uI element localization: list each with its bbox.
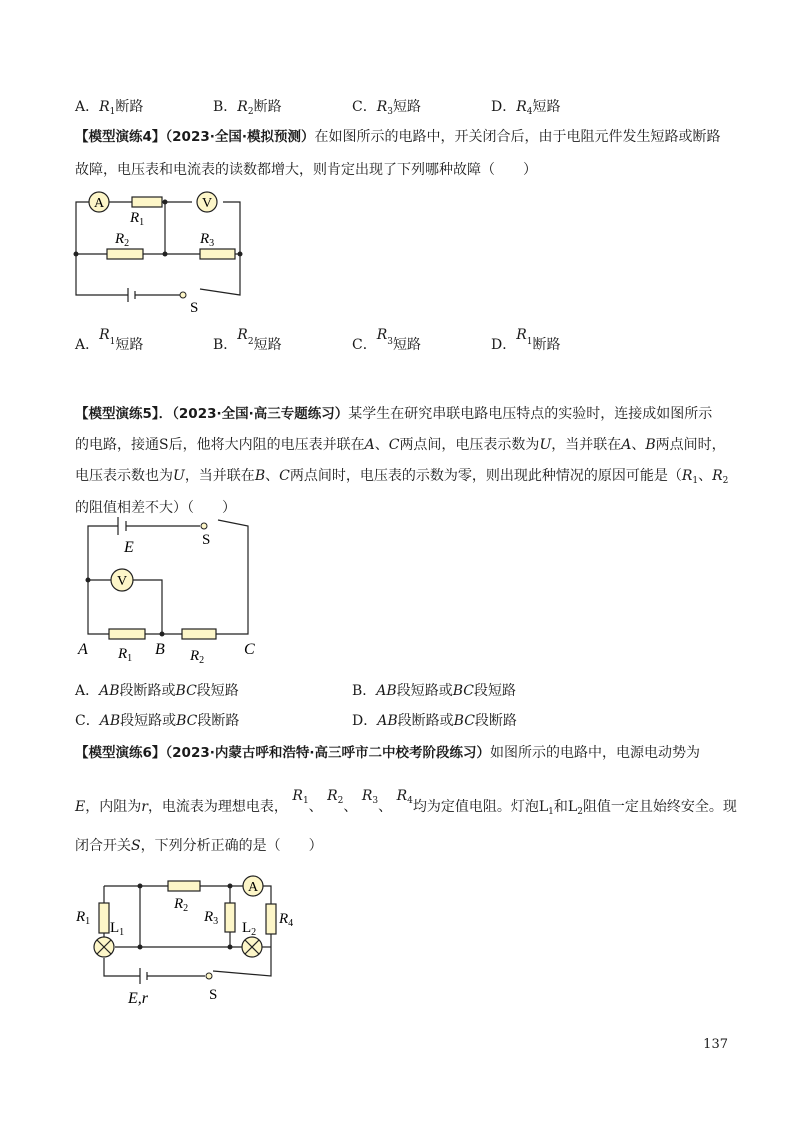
q4-resistor-r1 <box>132 197 162 207</box>
q5-text-line-1: 【模型演练5】．（2023·全国·高三专题练习）某学生在研究串联电路电压特点的实验时，连接成如图所示 <box>75 406 713 422</box>
q5-option-d[interactable]: D．AB段断路或BC段断路 <box>352 713 517 729</box>
q3-option-c[interactable]: C．$R_3$短路 <box>352 99 421 117</box>
q6-text-line-1: 【模型演练6】（2023·内蒙古呼和浩特·高三呼市二中校考阶段练习）如图所示的电路中，电源电动势为 <box>75 745 700 761</box>
q5-text-line-2: 的电路，接通S后，他将大内阻的电压表并联在A、C两点间，电压表示数为U，当并联在A、B两点间时， <box>75 437 726 453</box>
q6-source: （2023·内蒙古呼和浩特·高三呼市二中校考阶段练习） <box>165 745 490 761</box>
q6-resistor-r3 <box>225 903 235 932</box>
svg-text:R4: $R_4$ <box>279 911 294 929</box>
svg-text:R2: $R_2$ <box>115 231 130 249</box>
svg-text:R3: $R_3$ <box>200 231 215 249</box>
q4-voltmeter <box>197 192 217 212</box>
q4-option-a[interactable]: A．$R^1$短路 <box>75 327 144 353</box>
q6-resistor-r4 <box>266 904 276 934</box>
q5-text-line-3: 电压表示数也为U，当并联在B、C两点间时，电压表的示数为零，则出现此种情况的原因可能是（$R_1$、$R_2$ <box>75 468 729 486</box>
q6-tag: 【模型演练6】 <box>75 745 166 761</box>
svg-text:E: E <box>124 539 134 556</box>
q6-text-line-3: 闭合开关S，下列分析正确的是（ ） <box>75 838 323 854</box>
q4-option-b[interactable]: B．$R^2$短路 <box>213 327 282 353</box>
q3-option-b[interactable]: B．$R_2$断路 <box>213 99 282 117</box>
svg-text:R3: $R_3$ <box>204 909 219 927</box>
q5-circuit-diagram <box>70 508 270 668</box>
q4-option-c[interactable]: C．$R^3$短路 <box>352 327 421 353</box>
svg-text:R1: $R_1$ <box>76 909 91 927</box>
q6-resistor-r2 <box>168 881 200 891</box>
q4-resistor-r2 <box>107 249 143 259</box>
q5-source: （2023·全国·高三专题练习） <box>172 406 349 422</box>
q4-text-line-1: 【模型演练4】（2023·全国·模拟预测）在如图所示的电路中，开关闭合后，由于电阻元件发生短路或断路 <box>75 129 721 145</box>
svg-text:V: V <box>201 196 213 211</box>
q4-source: （2023·全国·模拟预测） <box>165 129 315 145</box>
q3-option-d[interactable]: D．$R_4$短路 <box>491 99 561 117</box>
svg-text:R1: $R_1$ <box>130 210 145 228</box>
q6-lamp-l1 <box>94 937 114 957</box>
svg-text:L1: $L_1$ <box>110 920 125 938</box>
q6-text-line-2: E，内阻为r，电流表为理想电表， $R_1$、 $R_2$、 $R_3$、 $R_4$均为定值电阻。灯泡$L_1$和$L_2$阻值一定且始终安全。现 <box>75 788 737 817</box>
q5-voltmeter <box>111 569 133 591</box>
q4-circuit-diagram <box>70 185 250 315</box>
q6-lamp-l2 <box>242 937 262 957</box>
q5-tag: 【模型演练5】 <box>75 406 159 422</box>
q4-switch <box>180 292 186 298</box>
q5-resistor-r1 <box>109 629 145 639</box>
svg-text:C: C <box>244 641 255 658</box>
q5-text-line-4: 的阻值相差不大）（ ） <box>75 500 236 516</box>
svg-text:L2: $L_2$ <box>242 920 257 938</box>
svg-text:S: S <box>209 987 218 1003</box>
q4-text-line-2: 故障，电压表和电流表的读数都增大，则肯定出现了下列哪种故障（ ） <box>75 162 537 178</box>
svg-text:R2: $R_2$ <box>174 896 189 914</box>
svg-text:A: A <box>78 641 88 658</box>
q3-option-a[interactable]: A．$R_1$断路 <box>75 99 144 117</box>
svg-text:R1: $R_1$ <box>118 646 133 664</box>
q6-ammeter <box>243 876 263 896</box>
q6-resistor-r1 <box>99 903 109 933</box>
q6-circuit-diagram <box>70 868 310 1018</box>
svg-text:V: V <box>116 574 128 589</box>
svg-text:E,r: E,r <box>128 990 148 1007</box>
svg-text:R2: $R_2$ <box>190 648 205 666</box>
q5-option-b[interactable]: B．AB段短路或BC段短路 <box>352 683 516 699</box>
q4-option-d[interactable]: D．$R^1$断路 <box>491 327 561 353</box>
svg-text:B: B <box>155 641 165 658</box>
q5-option-c[interactable]: C．AB段短路或BC段断路 <box>75 713 240 729</box>
svg-text:A: A <box>247 880 259 895</box>
q4-tag: 【模型演练4】 <box>75 129 166 145</box>
q4-resistor-r3 <box>200 249 235 259</box>
svg-text:A: A <box>93 196 105 211</box>
q5-option-a[interactable]: A．AB段断路或BC段短路 <box>75 683 239 699</box>
page-number: 137 <box>703 1037 728 1052</box>
svg-text:S: S <box>202 532 211 548</box>
svg-text:S: S <box>190 300 199 315</box>
q5-resistor-r2 <box>182 629 216 639</box>
q4-ammeter <box>89 192 109 212</box>
